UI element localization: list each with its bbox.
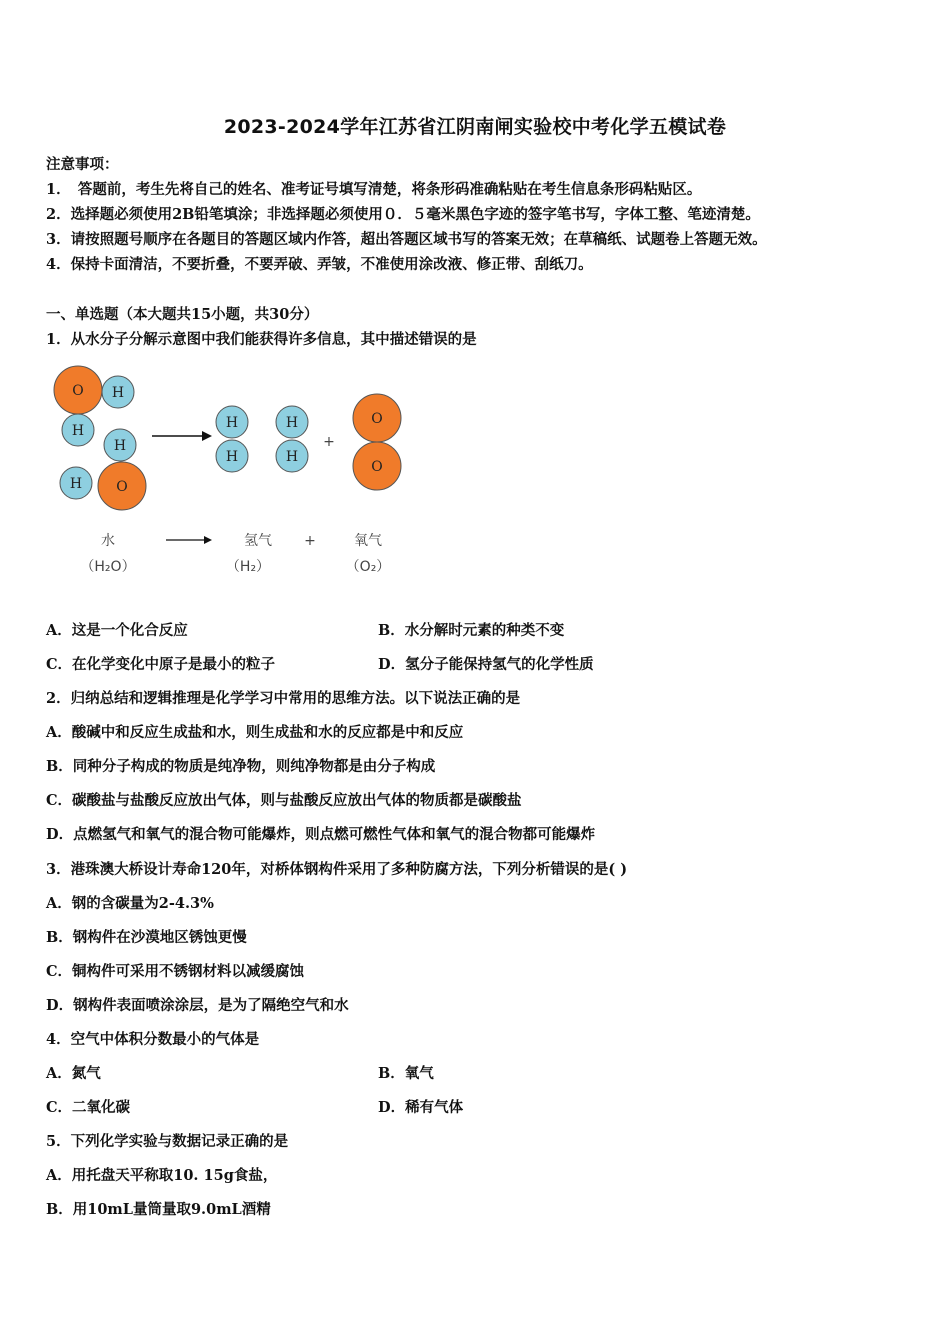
reaction-arrow [152,431,212,441]
question-4-option-a: A．氮气 [46,1065,101,1082]
atom-label-h: H [285,449,299,465]
question-3-option-a: A．钢的含碳量为2-4.3% [46,895,214,912]
atom-label-h: H [113,438,127,454]
caption-plus: + [304,533,316,549]
atom-label-h: H [69,476,83,492]
notice-item-2: 2．选择题必须使用2B铅笔填涂；非选择题必须使用０．５毫米黑色字迹的签字笔书写，字体工整、笔迹清楚。 [46,206,760,223]
atom-label-h: H [111,385,125,401]
question-1-option-c: C．在化学变化中原子是最小的粒子 [46,656,276,673]
atom-label-h: H [71,423,85,439]
atom-label-h: H [225,449,239,465]
atom-label-o: O [371,411,383,427]
caption-arrow [166,536,212,544]
formula-h2: （H₂） [225,559,271,575]
question-4-option-b: B．氧气 [378,1065,434,1082]
question-1-option-d: D．氢分子能保持氢气的化学性质 [378,656,594,673]
question-2-option-c: C．碳酸盐与盐酸反应放出气体，则与盐酸反应放出气体的物质都是碳酸盐 [46,792,522,809]
question-1-option-b: B．水分解时元素的种类不变 [378,622,565,639]
water-decomposition-diagram [40,360,420,590]
notice-item-3: 3．请按照题号顺序在各题目的答题区域内作答，超出答题区域书写的答案无效；在草稿纸、试题卷上答题无效。 [46,231,767,248]
question-4-option-d: D．稀有气体 [378,1099,464,1116]
caption-hydrogen: 氢气 [244,533,272,549]
question-3-option-b: B．钢构件在沙漠地区锈蚀更慢 [46,929,247,946]
atom-label-h: H [225,415,239,431]
question-3-option-d: D．钢构件表面喷涂涂层，是为了隔绝空气和水 [46,997,349,1014]
plus-sign: + [323,434,335,450]
notice-item-1: 1． 答题前，考生先将自己的姓名、准考证号填写清楚，将条形码准确粘贴在考生信息条形码粘贴区。 [46,181,702,198]
question-2-option-b: B．同种分子构成的物质是纯净物，则纯净物都是由分子构成 [46,758,436,775]
notice-item-4: 4．保持卡面清洁，不要折叠，不要弄破、弄皱，不准使用涂改液、修正带、刮纸刀。 [46,256,593,273]
question-4-stem: 4．空气中体积分数最小的气体是 [46,1031,260,1048]
question-5-stem: 5．下列化学实验与数据记录正确的是 [46,1133,289,1150]
formula-h2o: （H₂O） [80,559,136,575]
formula-o2: （O₂） [345,559,391,575]
hydrogen-molecule-1 [216,406,248,472]
atom-label-o: O [116,479,128,495]
caption-water: 水 [101,533,115,549]
question-3-stem: 3．港珠澳大桥设计寿命120年，对桥体钢构件采用了多种防腐方法，下列分析错误的是( ) [46,861,628,878]
notice-heading: 注意事项： [46,156,119,173]
question-1-stem: 1．从水分子分解示意图中我们能获得许多信息，其中描述错误的是 [46,331,477,348]
question-3-option-c: C．铜构件可采用不锈钢材料以减缓腐蚀 [46,963,305,980]
page-title: 2023-2024学年江苏省江阴南闸实验校中考化学五模试卷 [223,116,727,138]
hydrogen-molecule-2 [276,406,308,472]
question-2-stem: 2．归纳总结和逻辑推理是化学学习中常用的思维方法。以下说法正确的是 [46,690,521,707]
question-2-option-d: D．点燃氢气和氧气的混合物可能爆炸，则点燃可燃性气体和氧气的混合物都可能爆炸 [46,826,596,843]
question-5-option-a: A．用托盘天平称取10. 15g食盐， [46,1167,278,1184]
question-4-option-c: C．二氧化碳 [46,1099,131,1116]
caption-oxygen: 氧气 [354,533,382,549]
oxygen-molecule [353,394,401,490]
atom-label-h: H [285,415,299,431]
question-1-option-a: A．这是一个化合反应 [46,622,188,639]
atom-label-o: O [371,459,383,475]
question-2-option-a: A．酸碱中和反应生成盐和水，则生成盐和水的反应都是中和反应 [46,724,464,741]
section-heading: 一、单选题（本大题共15小题，共30分） [46,306,319,323]
atom-label-o: O [72,383,84,399]
question-5-option-b: B．用10mL量筒量取9.0mL酒精 [46,1201,271,1218]
